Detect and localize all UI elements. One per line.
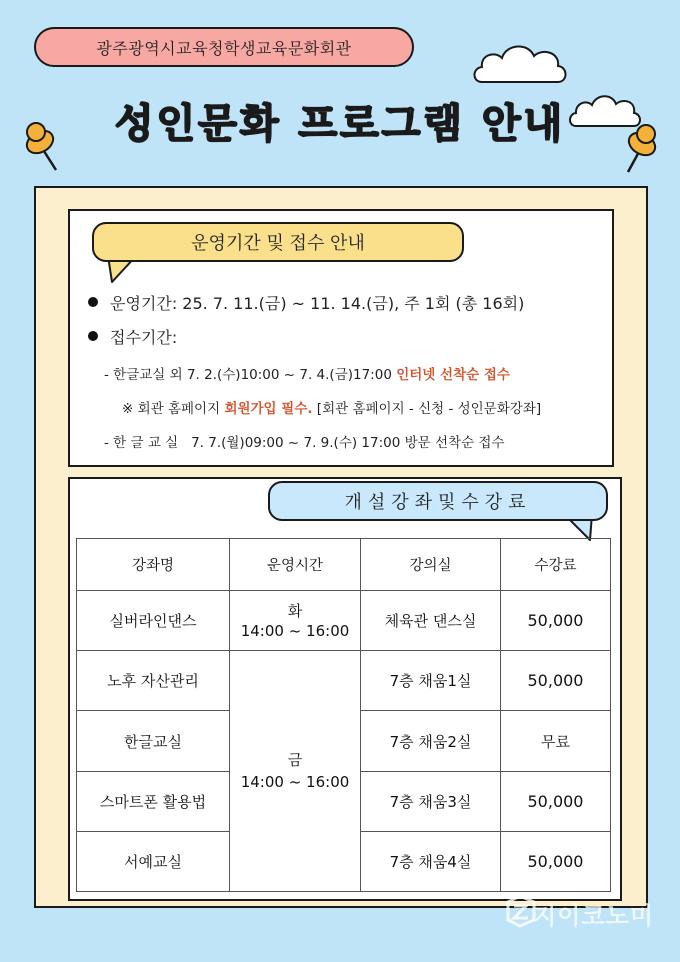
course-day: 화 bbox=[287, 601, 303, 620]
reception-label: 접수기간: bbox=[110, 328, 178, 347]
course-time-friday bbox=[230, 651, 361, 892]
column-header-course: 강좌명 bbox=[77, 539, 230, 591]
course-fee: 50,000 bbox=[501, 771, 611, 831]
pushpin-icon bbox=[22, 118, 72, 174]
section-heading-schedule: 운영기간 및 접수 안내 bbox=[92, 222, 464, 262]
reception-online-highlight: 인터넷 선착순 접수 bbox=[396, 367, 510, 383]
course-room: 체육관 댄스실 bbox=[361, 591, 501, 651]
course-room: 7층 채움3실 bbox=[361, 771, 501, 831]
section-heading-courses: 개설강좌및수강료 bbox=[268, 481, 608, 521]
course-fee: 무료 bbox=[501, 711, 611, 771]
course-name: 한글교실 bbox=[77, 711, 230, 771]
course-name: 노후 자산관리 bbox=[77, 651, 230, 711]
course-fee: 50,000 bbox=[501, 831, 611, 891]
cloud-icon bbox=[470, 34, 570, 90]
table-header-row bbox=[77, 539, 611, 591]
course-hours: 14:00 ~ 16:00 bbox=[240, 773, 350, 792]
page-title: 성인문화 프로그램 안내 bbox=[114, 101, 566, 147]
column-header-fee: 수강료 bbox=[501, 539, 611, 591]
course-day: 금 bbox=[287, 751, 303, 770]
membership-note-suffix: [회관 홈페이지 - 신청 - 성인문화강좌] bbox=[312, 401, 542, 417]
reception-visit: - 한 글 교 실 7. 7.(월)09:00 ~ 7. 9.(수) 17:00 방문 선착순 접수 bbox=[104, 435, 505, 451]
column-header-room: 강의실 bbox=[361, 539, 501, 591]
pushpin-icon bbox=[612, 120, 662, 176]
bullet-icon bbox=[88, 297, 98, 307]
course-time-tuesday bbox=[230, 591, 361, 651]
course-name: 스마트폰 활용법 bbox=[77, 771, 230, 831]
membership-note bbox=[122, 397, 541, 417]
reception-online-text: - 한글교실 외 7. 2.(수)10:00 ~ 7. 4.(금)17:00 bbox=[104, 367, 397, 383]
reception-online bbox=[104, 363, 510, 383]
course-name: 서예교실 bbox=[77, 831, 230, 891]
course-room: 7층 채움2실 bbox=[361, 711, 501, 771]
watermark-text: 지이코노미 bbox=[533, 902, 654, 930]
table-row bbox=[77, 591, 611, 651]
operation-period: 운영기간: 25. 7. 11.(금) ~ 11. 14.(금), 주 1회 (총 16회) bbox=[110, 294, 525, 313]
courses-table bbox=[76, 538, 611, 892]
column-header-time: 운영시간 bbox=[230, 539, 361, 591]
course-room: 7층 채움1실 bbox=[361, 651, 501, 711]
course-fee: 50,000 bbox=[501, 591, 611, 651]
bullet-icon bbox=[88, 331, 98, 341]
course-name: 실버라인댄스 bbox=[77, 591, 230, 651]
org-name-pill: 광주광역시교육청학생교육문화회관 bbox=[34, 27, 414, 67]
table-row bbox=[77, 651, 611, 711]
course-fee: 50,000 bbox=[501, 651, 611, 711]
membership-note-highlight: 회원가입 필수. bbox=[224, 401, 313, 417]
course-hours: 14:00 ~ 16:00 bbox=[240, 621, 350, 640]
course-room: 7층 채움4실 bbox=[361, 831, 501, 891]
membership-note-prefix: ※ 회관 홈페이지 bbox=[122, 401, 225, 417]
